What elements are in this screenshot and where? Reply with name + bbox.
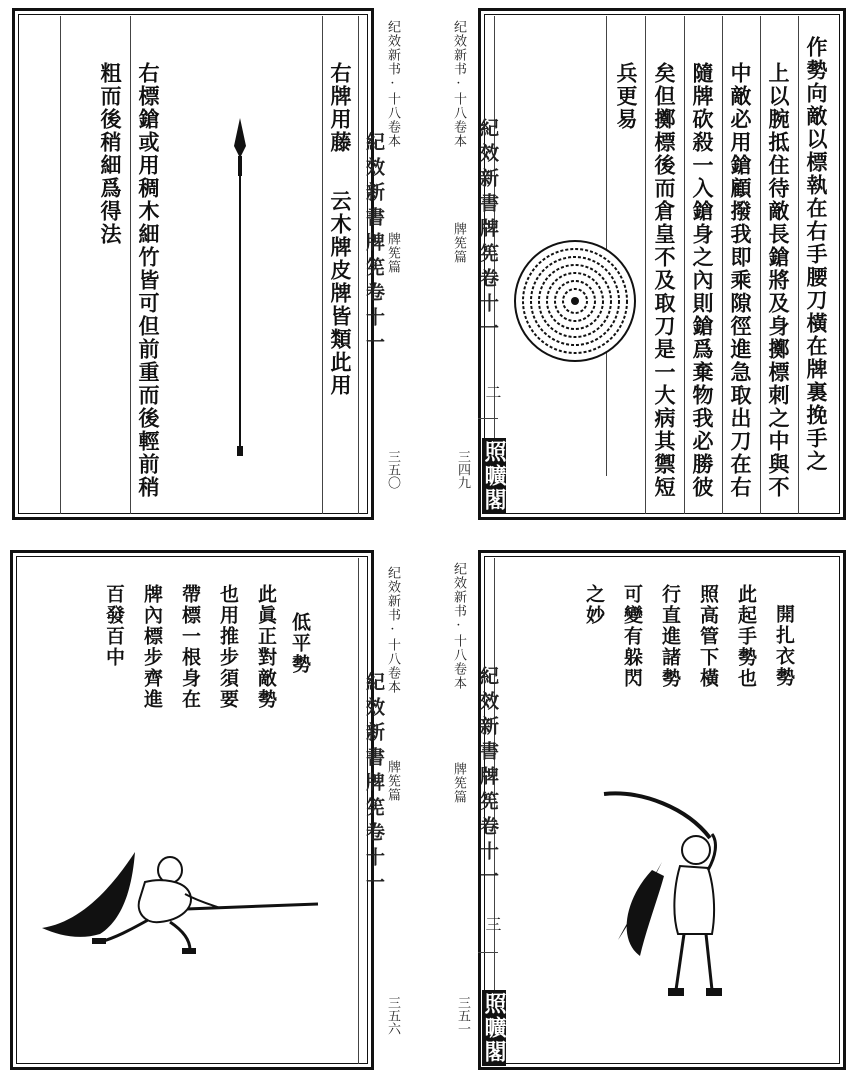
spear-illustration	[225, 118, 255, 468]
low-stance-soldier-illustration	[40, 850, 320, 960]
open-stance-soldier-illustration	[602, 790, 742, 1020]
bl-line-5: 百發百中	[103, 584, 125, 668]
tr-line-4: 隨牌砍殺一入鎗身之內則鎗爲棄物我必勝彼	[690, 62, 715, 499]
br-book-header: 纪效新书·十八卷本	[451, 562, 466, 690]
tr-margin-title: 紀效新書牌筅卷十一	[477, 118, 499, 343]
tl-line-2: 云木牌皮牌皆類此用	[328, 190, 353, 397]
tr-book-header: 纪效新书·十八卷本	[451, 20, 466, 148]
bl-book-header: 纪效新书·十八卷本	[385, 566, 400, 694]
br-publisher-mark: 照曠閣	[481, 992, 507, 1064]
br-margin-title: 紀效新書牌筅卷十一	[477, 666, 499, 891]
bl-title: 低平勢	[289, 612, 311, 675]
top-left-page-frame	[12, 8, 374, 520]
br-title: 開扎衣勢	[773, 604, 795, 688]
tr-line-5: 矣但擲標後而倉皇不及取刀是一大病其禦短	[652, 62, 677, 499]
bl-line-1: 此眞正對敵勢	[255, 584, 277, 710]
tr-page-number: 三四九	[455, 450, 470, 489]
tr-chapter: 牌筅篇	[451, 222, 466, 264]
tl-page-number: 三五〇	[385, 450, 400, 489]
br-line-5: 之妙	[583, 584, 605, 626]
tl-book-header: 纪效新书·十八卷本	[385, 20, 400, 148]
bl-line-4: 牌內標步齊進	[141, 584, 163, 710]
tl-margin-title: 紀效新書牌筅卷十一	[363, 132, 385, 357]
br-line-1: 此起手勢也	[735, 584, 757, 689]
br-leaf-number: 三	[483, 916, 502, 933]
rattan-shield-illustration	[512, 238, 638, 364]
bl-page-number: 三五六	[385, 996, 400, 1035]
tl-caption-1: 右標鎗或用稠木細竹皆可但前重而後輕前稍	[136, 62, 161, 499]
br-page-number: 三五一	[455, 996, 470, 1035]
tr-line-1: 作勢向敵以標執在右手腰刀橫在牌裏挽手之	[804, 36, 829, 473]
br-chapter: 牌筅篇	[451, 762, 466, 804]
tr-publisher-mark: 照曠閣	[481, 440, 507, 512]
br-line-4: 可變有躲閃	[621, 584, 643, 689]
tl-line-1: 右牌用藤	[328, 62, 353, 154]
bl-line-2: 也用推步須要	[217, 584, 239, 710]
bl-chapter: 牌筅篇	[385, 760, 400, 802]
bl-line-3: 帶標一根身在	[179, 584, 201, 710]
tr-leaf-number: 二	[483, 384, 502, 401]
bl-margin-title: 紀效新書牌筅卷十一	[363, 672, 385, 897]
tl-chapter: 牌筅篇	[385, 232, 400, 274]
tr-line-6: 兵更易	[614, 62, 639, 131]
tr-line-3: 中敵必用鎗顧撥我即乘隙徑進急取出刀在右	[728, 62, 753, 499]
br-line-3: 行直進諸勢	[659, 584, 681, 689]
tl-caption-2: 粗而後稍細爲得法	[98, 62, 123, 246]
tr-line-2: 上以腕抵住待敵長鎗將及身擲標刺之中與不	[766, 62, 791, 499]
br-line-2: 照高管下橫	[697, 584, 719, 689]
